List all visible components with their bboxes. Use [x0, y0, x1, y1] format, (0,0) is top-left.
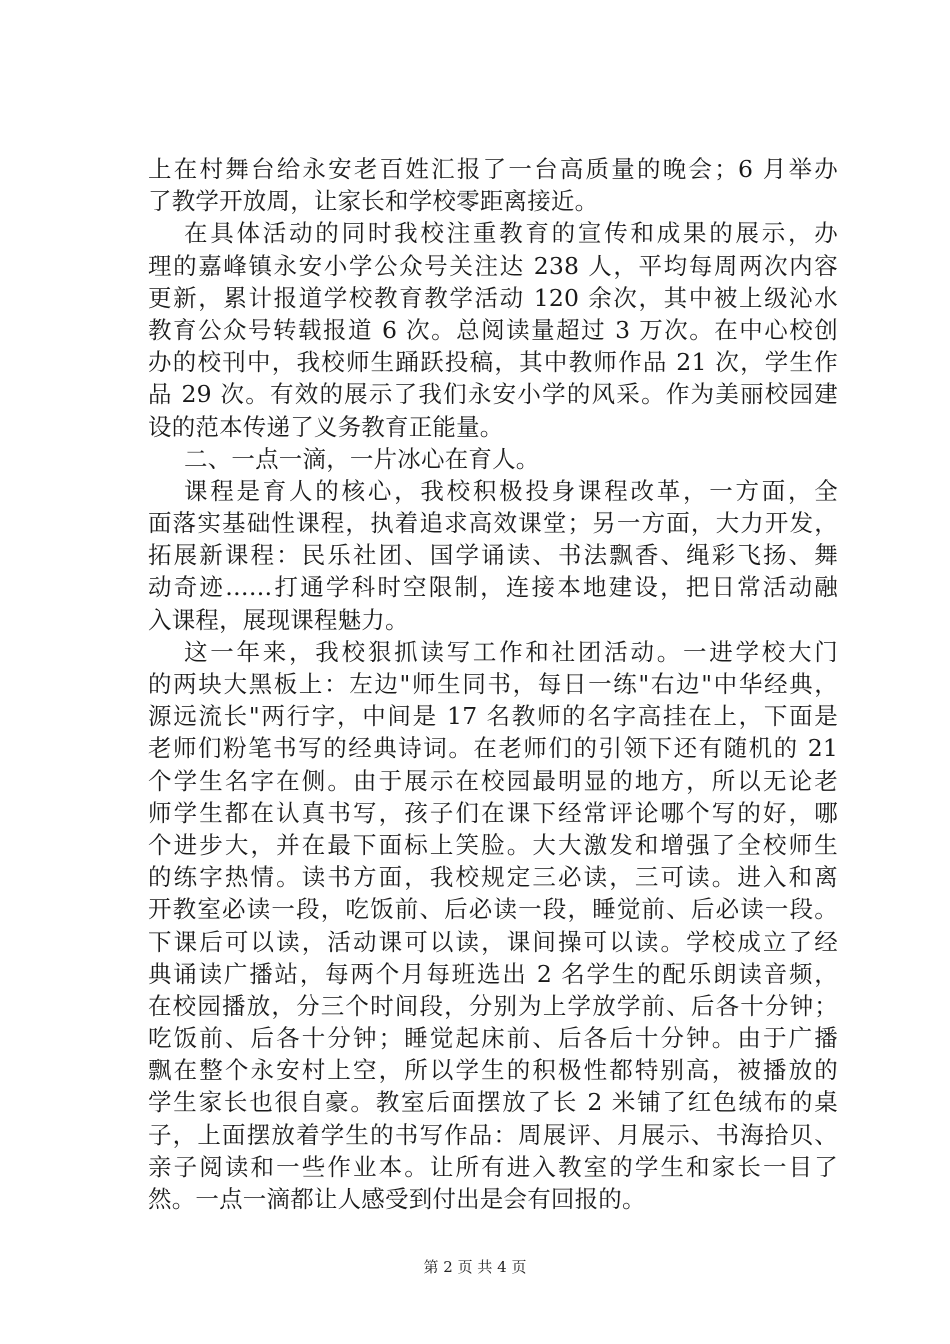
- paragraph-line: 典诵读广播站，每两个月每班选出 2 名学生的配乐朗读音频，: [148, 959, 838, 988]
- paragraph-line: 入课程，展现课程魅力。: [148, 605, 409, 634]
- paragraph-line: 亲子阅读和一些作业本。让所有进入教室的学生和家长一目了: [148, 1152, 838, 1181]
- paragraph-line: 个进步大，并在最下面标上笑脸。大大激发和增强了全校师生: [148, 830, 838, 859]
- paragraph-line: 品 29 次。有效的展示了我们永安小学的风采。作为美丽校园建: [148, 380, 838, 409]
- paragraph-line: 在校园播放，分三个时间段，分别为上学放学前、后各十分钟；: [148, 991, 838, 1020]
- paragraph-line: 在具体活动的同时我校注重教育的宣传和成果的展示，办: [184, 219, 838, 248]
- paragraph-line: 上在村舞台给永安老百姓汇报了一台高质量的晚会；6 月举办: [148, 155, 838, 183]
- paragraph-line: 拓展新课程：民乐社团、国学诵读、书法飘香、绳彩飞扬、舞: [148, 541, 838, 570]
- paragraph-line: 的练字热情。读书方面，我校规定三必读，三可读。进入和离: [148, 863, 838, 892]
- paragraph-line: 的两块大黑板上：左边"师生同书，每日一练"右边"中华经典，: [148, 670, 838, 698]
- paragraph-line: 课程是育人的核心，我校积极投身课程改革，一方面，全: [184, 476, 838, 505]
- paragraph-line: 了教学开放周，让家长和学校零距离接近。: [148, 187, 599, 216]
- paragraph-line: 老师们粉笔书写的经典诗词。在老师们的引领下还有随机的 21: [148, 734, 838, 763]
- paragraph-line: 个学生名字在侧。由于展示在校园最明显的地方，所以无论老: [148, 766, 838, 795]
- paragraph-line: 设的范本传递了义务教育正能量。: [148, 412, 504, 441]
- paragraph-line: 理的嘉峰镇永安小学公众号关注达 238 人，平均每周两次内容: [148, 251, 838, 280]
- paragraph-line: 源远流长"两行字，中间是 17 名教师的名字高挂在上，下面是: [148, 702, 838, 731]
- document-body: [148, 153, 838, 1215]
- paragraph-line: 下课后可以读，活动课可以读，课间操可以读。学校成立了经: [148, 927, 838, 956]
- paragraph-line: 更新，累计报道学校教育教学活动 120 余次，其中被上级沁水: [148, 283, 838, 312]
- paragraph-line: 然。一点一滴都让人感受到付出是会有回报的。: [148, 1185, 646, 1213]
- paragraph-line: 吃饭前、后各十分钟；睡觉起床前、后各后十分钟。由于广播: [148, 1024, 838, 1053]
- section-heading: 二、一点一滴，一片冰心在育人。: [184, 444, 540, 473]
- paragraph-line: 教育公众号转载报道 6 次。总阅读量超过 3 万次。在中心校创: [148, 315, 838, 344]
- paragraph-line: 动奇迹……打通学科时空限制，连接本地建设，把日常活动融: [148, 573, 838, 602]
- page-footer: 第 2 页 共 4 页: [423, 1258, 527, 1276]
- paragraph-line: 子，上面摆放着学生的书写作品：周展评、月展示、书海拾贝、: [148, 1120, 838, 1149]
- paragraph-line: 这一年来，我校狠抓读写工作和社团活动。一进学校大门: [184, 637, 838, 666]
- paragraph-line: 飘在整个永安村上空，所以学生的积极性都特别高，被播放的: [148, 1056, 838, 1085]
- paragraph-line: 开教室必读一段，吃饭前、后必读一段，睡觉前、后必读一段。: [148, 895, 838, 924]
- paragraph-line: 师学生都在认真书写，孩子们在课下经常评论哪个写的好，哪: [148, 798, 838, 827]
- paragraph-line: 办的校刊中，我校师生踊跃投稿，其中教师作品 21 次，学生作: [148, 348, 838, 377]
- paragraph-line: 面落实基础性课程，执着追求高效课堂；另一方面，大力开发，: [148, 509, 838, 538]
- paragraph-line: 学生家长也很自豪。教室后面摆放了长 2 米铺了红色绒布的桌: [148, 1088, 838, 1117]
